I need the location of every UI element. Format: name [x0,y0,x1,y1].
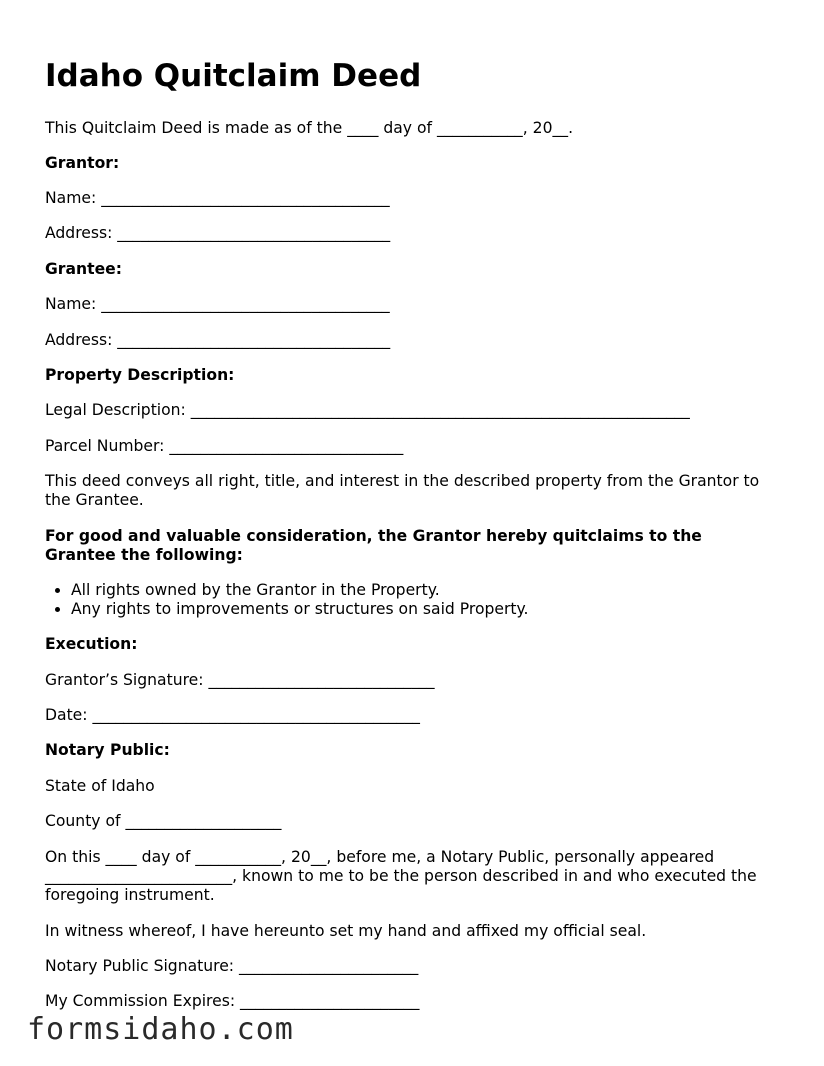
grantor-signature-line: Grantor’s Signature: _____________________________ [45,671,435,689]
site-watermark: formsidaho.com [27,1012,294,1047]
conveys-paragraph: This deed conveys all right, title, and interest in the described property from the Grantor to the Grantee. [45,472,760,509]
notary-signature-line: Notary Public Signature: _______________________ [45,957,419,975]
parcel-number-line: Parcel Number: ______________________________ [45,437,404,455]
grantee-heading: Grantee: [45,260,122,278]
list-item: • Any rights to improvements or structures on said Property. [71,600,529,619]
conveyed-items-list [45,581,529,619]
grantor-name-line: Name: _____________________________________ [45,189,390,207]
grantee-address-line: Address: ___________________________________ [45,331,391,349]
list-item: • All rights owned by the Grantor in the Property. [71,581,529,600]
execution-heading: Execution: [45,635,138,653]
notary-county-line: County of ____________________ [45,812,282,830]
legal-description-line: Legal Description: ________________________________________________________________ [45,401,690,419]
notary-witness-text: In witness whereof, I have hereunto set my hand and affixed my official seal. [45,922,647,940]
execution-date-line: Date: __________________________________________ [45,706,420,724]
page-title: Idaho Quitclaim Deed [45,58,422,94]
notary-heading: Notary Public: [45,741,170,759]
commission-expires-line: My Commission Expires: _______________________ [45,992,420,1010]
grantor-address-line: Address: ___________________________________ [45,224,391,242]
grantor-heading: Grantor: [45,154,120,172]
intro-text: This Quitclaim Deed is made as of the ____ day of ___________, 20__. [45,119,574,137]
grantee-name-line: Name: _____________________________________ [45,295,390,313]
property-heading: Property Description: [45,366,235,384]
notary-appeared-paragraph: On this ____ day of ___________, 20__, before me, a Notary Public, personally appeared ________________________, known to me to be the person described in and who executed the foregoing instrument. [45,848,757,904]
notary-state: State of Idaho [45,777,155,795]
consideration-paragraph: For good and valuable consideration, the Grantor hereby quitclaims to the Grantee the following: [45,527,702,564]
